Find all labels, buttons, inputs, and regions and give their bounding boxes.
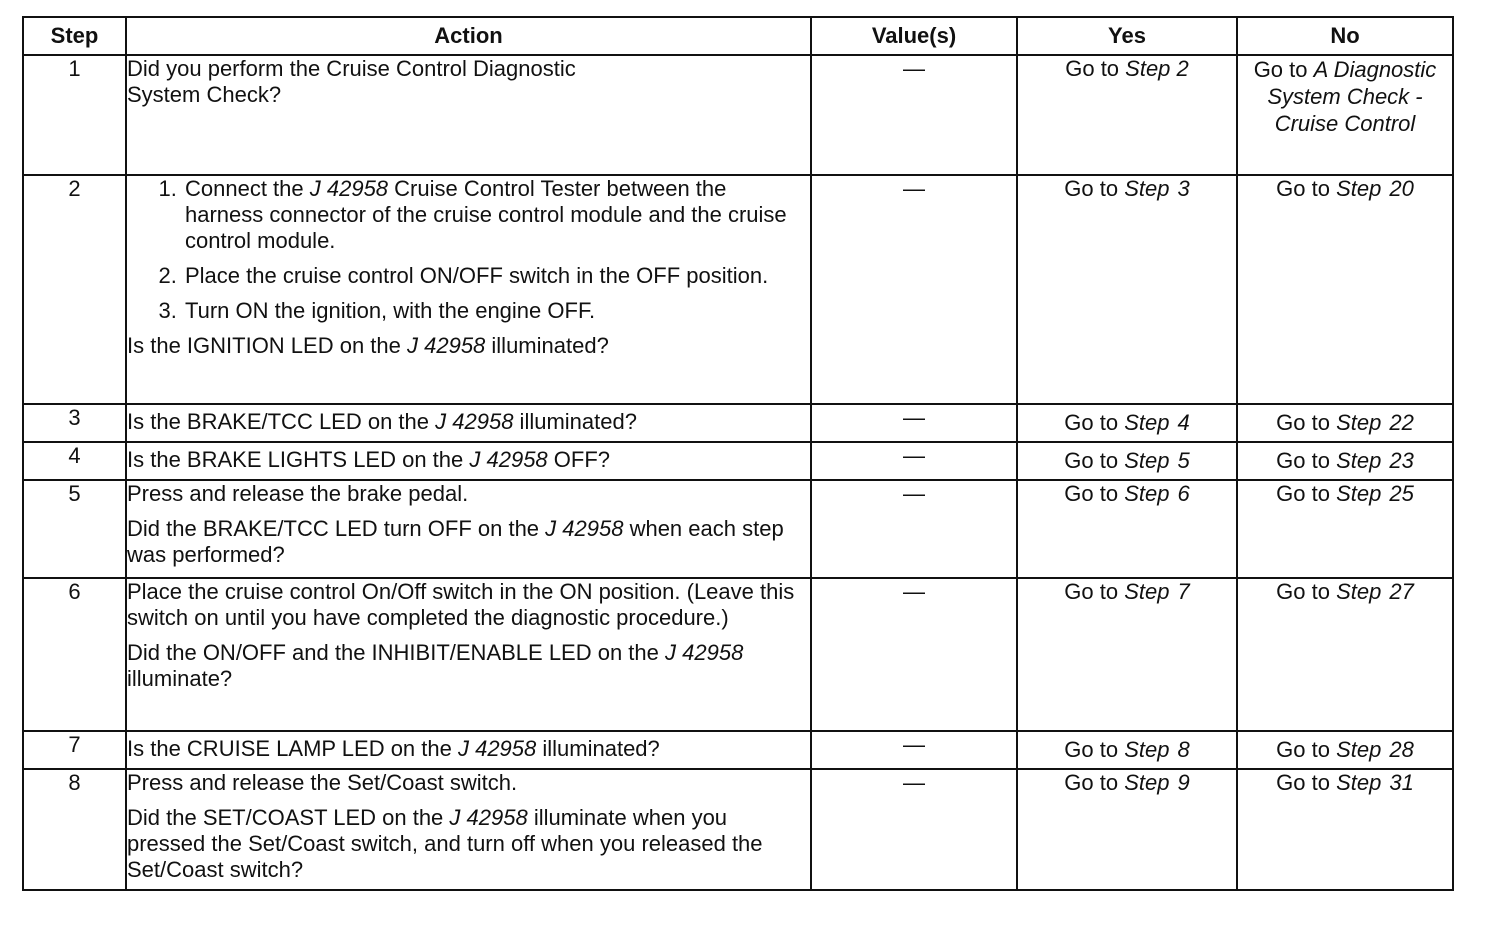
tool-ref: J 42958 (545, 516, 624, 541)
step-link[interactable]: Step (1124, 770, 1170, 795)
action-instruction: Press and release the Set/Coast switch. (127, 770, 518, 795)
step-link[interactable]: Step (1336, 770, 1382, 795)
step-number-link[interactable]: 8 (1177, 737, 1190, 762)
value-cell: — (811, 442, 1017, 480)
action-cell (126, 480, 811, 578)
header-no: No (1237, 17, 1453, 55)
tool-ref: J 42958 (449, 805, 528, 830)
step-number-link[interactable]: 20 (1389, 176, 1414, 201)
action-cell (126, 55, 811, 175)
value-cell: — (811, 578, 1017, 731)
table-row (23, 578, 1453, 731)
step-number: 5 (23, 480, 126, 578)
step-link[interactable]: Step (1124, 448, 1170, 473)
action-cell (126, 175, 811, 404)
step-number: 4 (23, 442, 126, 480)
yes-cell[interactable] (1017, 55, 1237, 175)
step-number-link[interactable]: 28 (1389, 737, 1414, 762)
step-number-link[interactable]: 3 (1177, 176, 1190, 201)
yes-cell[interactable]: Go to Step 3 (1017, 175, 1237, 404)
value-cell: — (811, 769, 1017, 890)
header-row (23, 17, 1453, 55)
step-link[interactable]: Step (1336, 737, 1382, 762)
step-link[interactable]: Step (1336, 410, 1382, 435)
step-link[interactable]: Step (1124, 579, 1170, 604)
step-number-link[interactable]: 22 (1389, 410, 1414, 435)
table-row (23, 731, 1453, 769)
step-link[interactable]: Step (1124, 481, 1170, 506)
no-cell[interactable]: Go to Step 23 (1237, 442, 1453, 480)
no-cell[interactable]: Go to Step 22 (1237, 404, 1453, 442)
action-cell: Is the BRAKE/TCC LED on the J 42958 illuminated? (126, 404, 811, 442)
step-link[interactable]: Step 2 (1125, 56, 1189, 81)
step-number: 6 (23, 578, 126, 731)
step-number: 3 (23, 404, 126, 442)
tool-ref: J 42958 (665, 640, 744, 665)
step-number-link[interactable]: 5 (1177, 448, 1190, 473)
procedure-item: 1. Connect the J 42958 Cruise Control Tester between the harness connector of the cruise control module and the cruise control module. (183, 176, 810, 254)
value-cell: — (811, 55, 1017, 175)
step-link[interactable]: Step (1336, 448, 1382, 473)
diagnostic-link[interactable]: A Diagnostic System Check - Cruise Control (1267, 57, 1437, 136)
tool-ref: J 42958 (309, 176, 389, 201)
header-yes: Yes (1017, 17, 1237, 55)
step-number-link[interactable]: 23 (1389, 448, 1414, 473)
step-link[interactable]: Step (1124, 737, 1170, 762)
step-number-link[interactable]: 7 (1177, 579, 1190, 604)
step-link[interactable]: Step (1336, 579, 1382, 604)
action-question: Did the BRAKE/TCC LED turn OFF on the J 42958 when each step was performed? (127, 516, 784, 567)
action-cell (126, 769, 811, 890)
action-question: Did the SET/COAST LED on the J 42958 illuminate when you pressed the Set/Coast switch, and turn off when you released the Set/Coast switch? (127, 805, 763, 882)
no-cell[interactable]: Go to Step 20 (1237, 175, 1453, 404)
value-cell: — (811, 175, 1017, 404)
goto-prefix: Go to (1065, 56, 1126, 81)
step-number: 1 (23, 55, 126, 175)
action-line: Did you perform the Cruise Control Diagnostic (127, 56, 576, 81)
header-step: Step (23, 17, 126, 55)
no-cell[interactable]: Go to Step 28 (1237, 731, 1453, 769)
tool-ref: J 42958 (469, 447, 548, 472)
step-link[interactable]: Step (1336, 481, 1382, 506)
goto-prefix: Go to (1253, 57, 1314, 82)
action-question: Did the ON/OFF and the INHIBIT/ENABLE LED on the J 42958 illuminate? (127, 640, 744, 691)
yes-cell[interactable]: Go to Step 7 (1017, 578, 1237, 731)
action-instruction: Press and release the brake pedal. (127, 481, 469, 506)
step-number-link[interactable]: 25 (1389, 481, 1414, 506)
table-row (23, 175, 1453, 404)
step-number: 2 (23, 175, 126, 404)
no-cell[interactable] (1237, 55, 1453, 175)
action-line: System Check? (127, 82, 282, 107)
diagnostic-table (22, 16, 1454, 891)
action-cell: Is the BRAKE LIGHTS LED on the J 42958 OFF? (126, 442, 811, 480)
step-link[interactable]: Step (1336, 176, 1382, 201)
action-text (127, 56, 810, 108)
yes-cell[interactable]: Go to Step 5 (1017, 442, 1237, 480)
step-link[interactable]: Step (1124, 176, 1170, 201)
table-row (23, 442, 1453, 480)
procedure-item: 3. Turn ON the ignition, with the engine OFF. (183, 298, 810, 324)
table-row (23, 404, 1453, 442)
action-cell: Is the CRUISE LAMP LED on the J 42958 illuminated? (126, 731, 811, 769)
table-row (23, 480, 1453, 578)
action-question: Is the IGNITION LED on the J 42958 illuminated? (127, 333, 609, 358)
step-number-link[interactable]: 6 (1177, 481, 1190, 506)
no-cell[interactable]: Go to Step 25 (1237, 480, 1453, 578)
tool-ref: J 42958 (407, 333, 486, 358)
step-number: 7 (23, 731, 126, 769)
step-link[interactable]: Step (1124, 410, 1170, 435)
value-cell: — (811, 404, 1017, 442)
yes-cell[interactable]: Go to Step 4 (1017, 404, 1237, 442)
table-row (23, 55, 1453, 175)
yes-cell[interactable]: Go to Step 6 (1017, 480, 1237, 578)
step-number: 8 (23, 769, 126, 890)
tool-ref: J 42958 (457, 736, 537, 761)
tool-ref: J 42958 (435, 409, 514, 434)
action-cell (126, 578, 811, 731)
value-cell: — (811, 731, 1017, 769)
step-number-link[interactable]: 31 (1389, 770, 1414, 795)
no-cell[interactable]: Go to Step 31 (1237, 769, 1453, 890)
table-row (23, 769, 1453, 890)
yes-cell[interactable]: Go to Step 8 (1017, 731, 1237, 769)
step-number-link[interactable]: 4 (1177, 410, 1190, 435)
yes-cell[interactable]: Go to Step 9 (1017, 769, 1237, 890)
step-number-link[interactable]: 27 (1389, 579, 1414, 604)
action-instruction: Place the cruise control On/Off switch in the ON position. (Leave this switch on until you have completed the diagnostic procedure.) (127, 579, 795, 630)
no-cell[interactable]: Go to Step 27 (1237, 578, 1453, 731)
step-number-link[interactable]: 9 (1177, 770, 1190, 795)
procedure-list (127, 176, 810, 324)
value-cell: — (811, 480, 1017, 578)
header-values: Value(s) (811, 17, 1017, 55)
header-action: Action (126, 17, 811, 55)
procedure-item: 2. Place the cruise control ON/OFF switch in the OFF position. (183, 263, 810, 289)
